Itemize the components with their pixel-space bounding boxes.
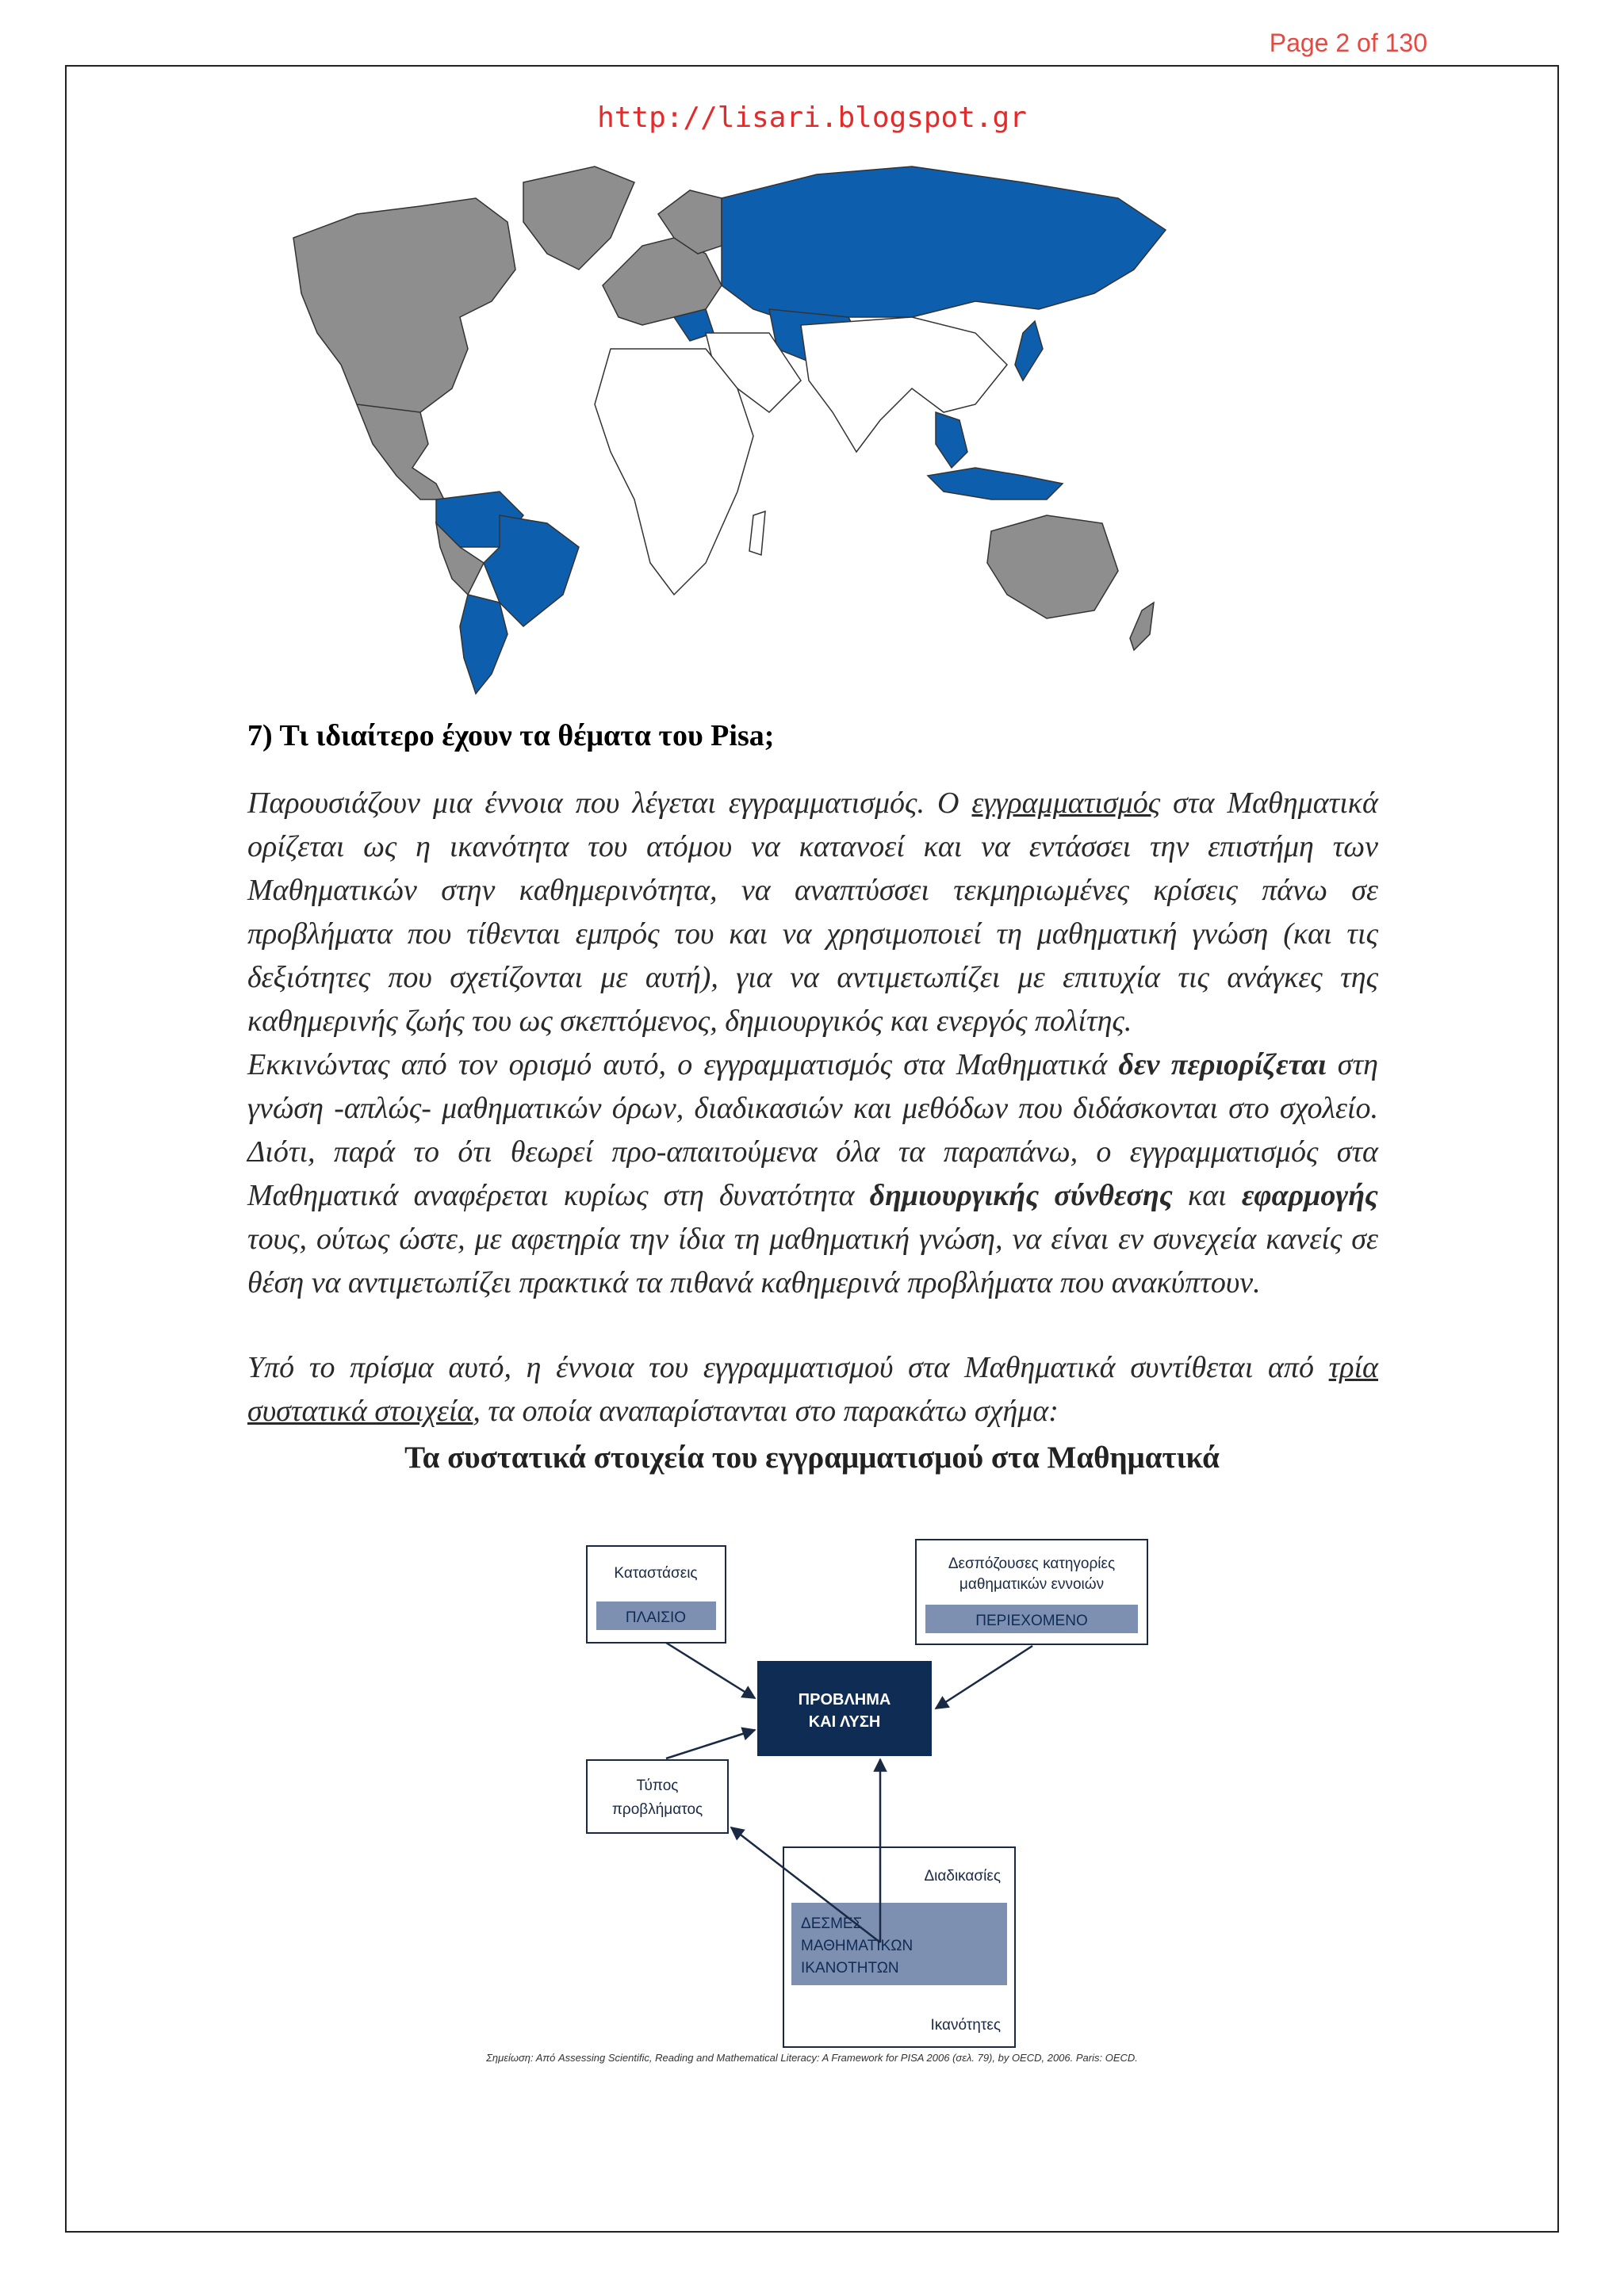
southeast-asia-shape: [936, 412, 967, 468]
new-zealand-shape: [1130, 603, 1154, 650]
context-box: [587, 1546, 726, 1643]
source-note: Σημείωση: Από Assessing Scientific, Reading and Mathematical Literacy: A Framework for PISA 2006 (σελ. 79), by OECD, 2006. Paris: OECD.: [486, 2052, 1138, 2064]
madagascar-shape: [749, 511, 765, 555]
context-bar-label: ΠΛΑΙΣΙΟ: [625, 1609, 687, 1626]
paragraph-definition: Παρουσιάζουν μια έννοια που λέγεται εγγραμματισμός. Ο εγγραμματισμός στα Μαθηματικά ορίζεται ως η ικανότητα του ατόμου να κατανοεί και να εντάσσει την επιστήμη των Μαθηματικών στην καθημερινότητα, να αναπτύσσει τεκμηριωμένες κρίσεις πάνω σε προβλήματα που τίθενται εμπρός του και να χρησιμοποιεί τη μαθηματική γνώση (και τις δεξιότητες που σχετίζονται με αυτή), για να αντιμετωπίζει με επιτυχία τις ανάγκες της καθημερινής ζωής του ως σκεπτόμενος, δημιουργικός και ενεργός πολίτης.: [247, 786, 1378, 1038]
type-line1: Τύπος: [636, 1777, 679, 1794]
arrow-content-to-center: [936, 1646, 1032, 1709]
mexico-shape: [357, 404, 444, 499]
underlined-term: εγγραμματισμός: [971, 786, 1161, 820]
asia-shape: [801, 317, 1007, 452]
content-bar-label: ΠΕΡΙΕΧΟΜΕΝΟ: [975, 1613, 1088, 1629]
process-bar-line2: ΜΑΘΗΜΑΤΙΚΩΝ: [801, 1938, 914, 1954]
section-question: 7) Τι ιδιαίτερο έχουν τα θέματα του Pisa;: [247, 719, 775, 752]
center-line2: ΚΑΙ ΛΥΣΗ: [808, 1713, 881, 1731]
blog-url[interactable]: http://lisari.blogspot.gr: [597, 101, 1027, 134]
north-america-shape: [293, 198, 515, 420]
australia-shape: [987, 515, 1118, 618]
literacy-diagram: [428, 1522, 1221, 2093]
arrow-type-to-center: [666, 1730, 755, 1758]
russia-shape: [722, 166, 1166, 325]
paragraph-explanation: Εκκινώντας από τον ορισμό αυτό, ο εγγραμματισμός στα Μαθηματικά δεν περιορίζεται στη γνώση -απλώς- μαθηματικών όρων, διαδικασιών και μεθόδων που διδάσκονται στο σχολείο. Διότι, παρά το ότι θεωρεί προ-απαιτούμενα όλα τα παραπάνω, ο εγγραμματισμός στα Μαθηματικά αναφέρεται κυρίως στη δυνατότητα δημιουργικής σύνθεσης και εφαρμογής τους, ούτως ώστε, με αφετηρία την ίδια τη μαθηματική γνώση, να είναι εν συνεχεία κανείς σε θέση να αντιμετωπίζει πρακτικά τα πιθανά καθημερινά προβλήματα που ανακύπτουν.: [247, 1048, 1378, 1299]
japan-shape: [1015, 321, 1043, 381]
process-bottom-label: Ικανότητες: [930, 2017, 1001, 2034]
context-label: Καταστάσεις: [614, 1565, 698, 1582]
content-label-line1: Δεσπόζουσες κατηγορίες: [948, 1556, 1116, 1572]
page-number: Page 2 of 130: [1269, 29, 1427, 57]
world-map: [262, 151, 1324, 698]
indonesia-shape: [928, 468, 1063, 499]
problem-type-box: [587, 1760, 728, 1833]
type-line2: προβλήματος: [611, 1801, 703, 1818]
process-bar-line1: ΔΕΣΜΕΣ: [801, 1915, 863, 1932]
africa-shape: [595, 349, 753, 595]
paragraph-components: Υπό το πρίσμα αυτό, η έννοια του εγγραμματισμού στα Μαθηματικά συντίθεται από τρία συστατικά στοιχεία, τα οποία αναπαρίστανται στο παρακάτω σχήμα:: [247, 1351, 1378, 1428]
content-box: [916, 1540, 1147, 1644]
process-bar-line3: ΙΚΑΝΟΤΗΤΩΝ: [801, 1960, 899, 1976]
world-map-svg: [262, 151, 1324, 698]
processes-box: [783, 1847, 1015, 2047]
process-label: Διαδικασίες: [924, 1868, 1001, 1885]
content-label-line2: μαθηματικών εννοιών: [959, 1576, 1105, 1593]
center-line1: ΠΡΟΒΛΗΜΑ: [798, 1691, 891, 1709]
underlined-phrase: τρία συστατικά στοιχεία: [247, 1351, 1378, 1428]
greenland-shape: [523, 166, 634, 270]
arrow-context-to-center: [666, 1643, 755, 1698]
diagram-title: Τα συστατικά στοιχεία του εγγραμματισμού στα Μαθηματικά: [404, 1441, 1220, 1475]
southern-cone-shape: [460, 595, 508, 694]
problem-solution-box: [757, 1661, 932, 1756]
